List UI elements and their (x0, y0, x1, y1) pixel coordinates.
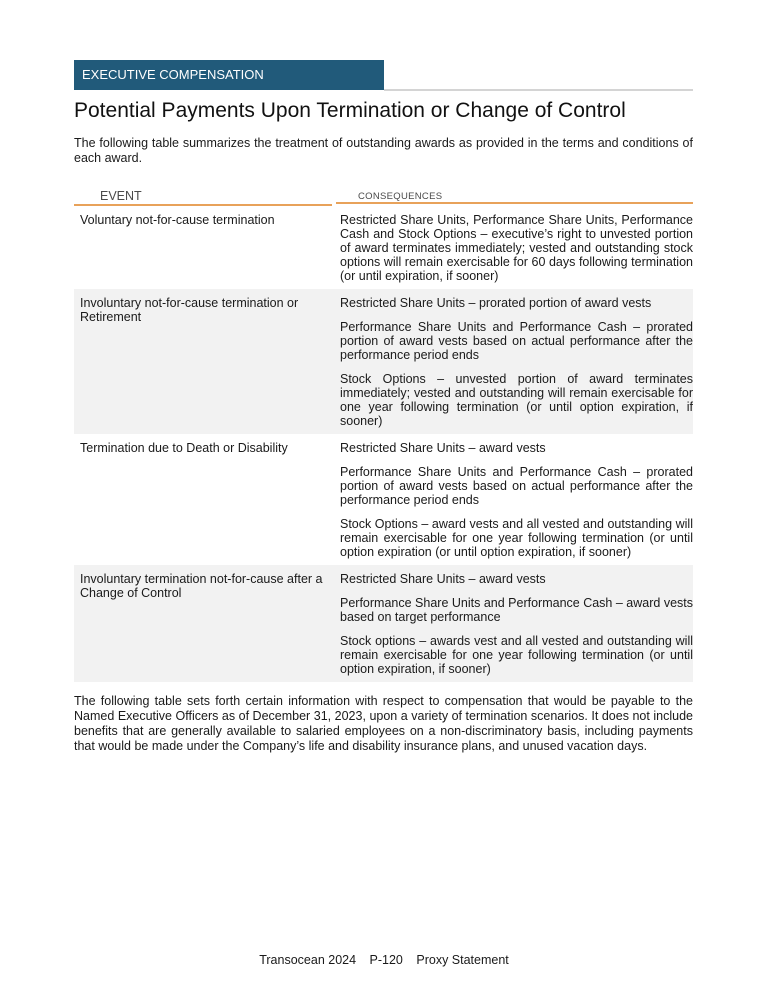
consequence-text: Stock Options – unvested portion of award terminates immediately; vested and outstanding will remain exercisable for one year following termination (or until option expiration, if sooner) (340, 372, 693, 428)
table-row (74, 206, 693, 289)
table-row (74, 434, 693, 565)
footer-page-number: P-120 (369, 953, 403, 967)
consequence-text: Restricted Share Units – prorated portion of award vests (340, 296, 652, 310)
table-header (74, 188, 693, 206)
footer-document: Proxy Statement (416, 953, 509, 967)
event-cell: Involuntary termination not-for-cause after a Change of Control (80, 572, 323, 600)
consequences-cell (336, 434, 693, 565)
consequence-text: Restricted Share Units – award vests (340, 572, 546, 586)
consequence-text: Restricted Share Units, Performance Share Units, Performance Cash and Stock Options – executive’s right to unvested portion of award terminates immediately; vested and outstanding stock options will remain exercisable for 60 days following termination (or until expiration, if sooner) (340, 213, 693, 283)
consequences-cell (336, 206, 693, 289)
event-cell: Involuntary not-for-cause termination or Retirement (80, 296, 299, 324)
consequence-text: Restricted Share Units – award vests (340, 441, 546, 455)
consequence-text: Performance Share Units and Performance Cash – prorated portion of award vests based on actual performance after the performance period ends (340, 320, 693, 362)
event-cell: Voluntary not-for-cause termination (80, 213, 275, 227)
page-title: Potential Payments Upon Termination or Change of Control (74, 99, 626, 122)
outro-paragraph: The following table sets forth certain information with respect to compensation that would be payable to the Named Executive Officers as of December 31, 2023, upon a variety of termination scenarios. It does not include benefits that are generally available to salaried employees on a non-discriminatory basis, including payments that would be made under the Company’s life and disability insurance plans, and unused vacation days. (74, 694, 693, 753)
consequences-cell (336, 565, 693, 682)
banner-rule (384, 89, 693, 91)
event-cell: Termination due to Death or Disability (80, 441, 288, 455)
column-header-consequences: CONSEQUENCES (336, 188, 693, 204)
column-header-event: EVENT (74, 188, 332, 206)
consequence-text: Stock options – awards vest and all vested and outstanding will remain exercisable for one year following termination (or until option expiration, if sooner) (340, 634, 693, 676)
intro-paragraph: The following table summarizes the treatment of outstanding awards as provided in the terms and conditions of each award. (74, 136, 693, 165)
consequences-cell (336, 289, 693, 434)
footer-company: Transocean 2024 (259, 953, 357, 967)
consequence-text: Performance Share Units and Performance Cash – award vests based on target performance (340, 596, 693, 624)
section-banner: EXECUTIVE COMPENSATION (74, 60, 384, 90)
awards-treatment-table (74, 188, 693, 682)
page-footer (0, 953, 768, 967)
table-row (74, 289, 693, 434)
consequence-text: Performance Share Units and Performance Cash – prorated portion of award vests based on actual performance after the performance period ends (340, 465, 693, 507)
consequence-text: Stock Options – award vests and all vested and outstanding will remain exercisable for one year following termination (or until option expiration (or until option expiration, if sooner) (340, 517, 693, 559)
table-row (74, 565, 693, 682)
table-body (74, 206, 693, 682)
